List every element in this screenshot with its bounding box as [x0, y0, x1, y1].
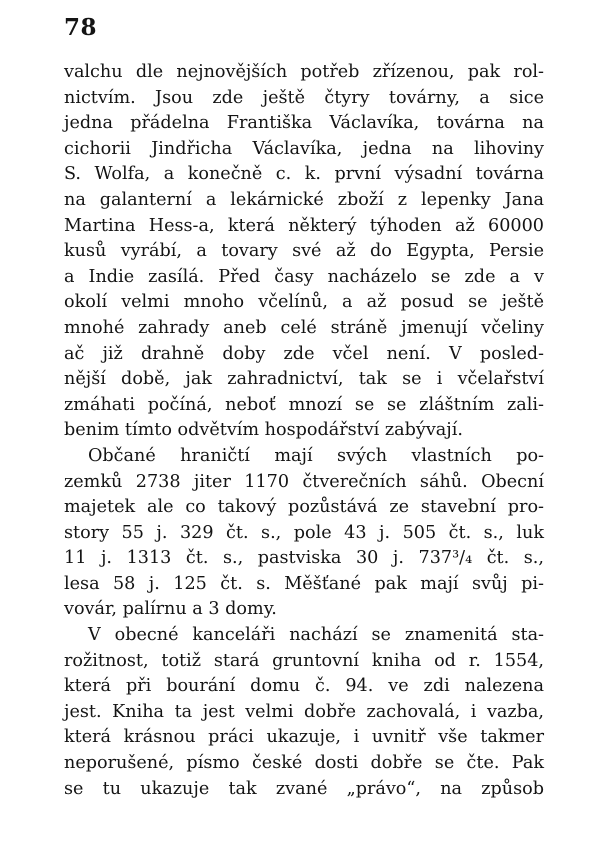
text-line: nictvím. Jsou zde ještě čtyry továrny, a sice: [64, 87, 544, 108]
text-line: majetek ale co takový pozůstává ze stavební pro-: [64, 497, 544, 518]
page-number: 78: [64, 14, 98, 41]
text-line: nější době, jak zahradnictví, tak se i včelařství: [64, 369, 544, 390]
text-line: která při bourání domu č. 94. ve zdi nalezena: [64, 676, 544, 697]
text-line: neporušené, písmo české dosti dobře se čte. Pak: [64, 753, 544, 774]
text-line: zmáhati počíná, neboť mnozí se se zláštním zali-: [64, 394, 544, 415]
paragraph: [64, 623, 544, 802]
text-line: a Indie zasílá. Před časy nacházelo se zde a v: [64, 266, 544, 287]
text-line: se tu ukazuje tak zvané „právo“, na způsob: [64, 778, 544, 799]
text-line: Občané hraničtí mají svých vlastních po-: [88, 445, 544, 466]
text-line: story 55 j. 329 čt. s., pole 43 j. 505 čt. s., luk: [64, 522, 544, 543]
text-line: mnohé zahrady aneb celé stráně jmenují včeliny: [64, 317, 544, 338]
paragraph: [64, 444, 544, 623]
text-line: zemků 2738 jiter 1170 čtverečních sáhů. Obecní: [64, 471, 544, 492]
body-text: [64, 60, 544, 802]
text-line: benim tímto odvětvím hospodářství zabývají.: [64, 420, 463, 441]
text-line: 11 j. 1313 čt. s., pastviska 30 j. 737³/₄ čt. s.,: [64, 548, 544, 569]
text-line: cichorii Jindřicha Václavíka, jedna na lihoviny: [64, 138, 544, 159]
text-line: jest. Kniha ta jest velmi dobře zachovalá, i vazba,: [64, 701, 544, 722]
text-line: která krásnou práci ukazuje, i uvnitř vše takmer: [64, 727, 544, 748]
text-line: ač již drahně doby zde včel není. V posled-: [64, 343, 544, 364]
paragraph: [64, 60, 544, 444]
text-line: S. Wolfa, a konečně c. k. první výsadní továrna: [64, 164, 544, 185]
text-line: lesa 58 j. 125 čt. s. Měšťané pak mají svůj pi-: [64, 573, 544, 594]
text-line: Martina Hess-a, která některý týhoden až 60000: [64, 215, 544, 236]
text-line: okolí velmi mnoho včelínů, a až posud se ještě: [64, 292, 544, 313]
text-line: jedna přádelna Františka Václavíka, továrna na: [64, 113, 544, 134]
text-line: valchu dle nejnovějších potřeb zřízenou, pak rol-: [64, 62, 544, 82]
text-line: V obecné kanceláři nachází se znamenitá sta-: [88, 625, 544, 646]
text-line: kusů vyrábí, a tovary své až do Egypta, Persie: [64, 241, 544, 262]
text-line: na galanterní a lekárnické zboží z lepenky Jana: [64, 189, 544, 210]
text-line: vovár, palírnu a 3 domy.: [64, 599, 277, 620]
text-line: rožitnost, totiž stará gruntovní kniha od r. 1554,: [64, 650, 544, 671]
